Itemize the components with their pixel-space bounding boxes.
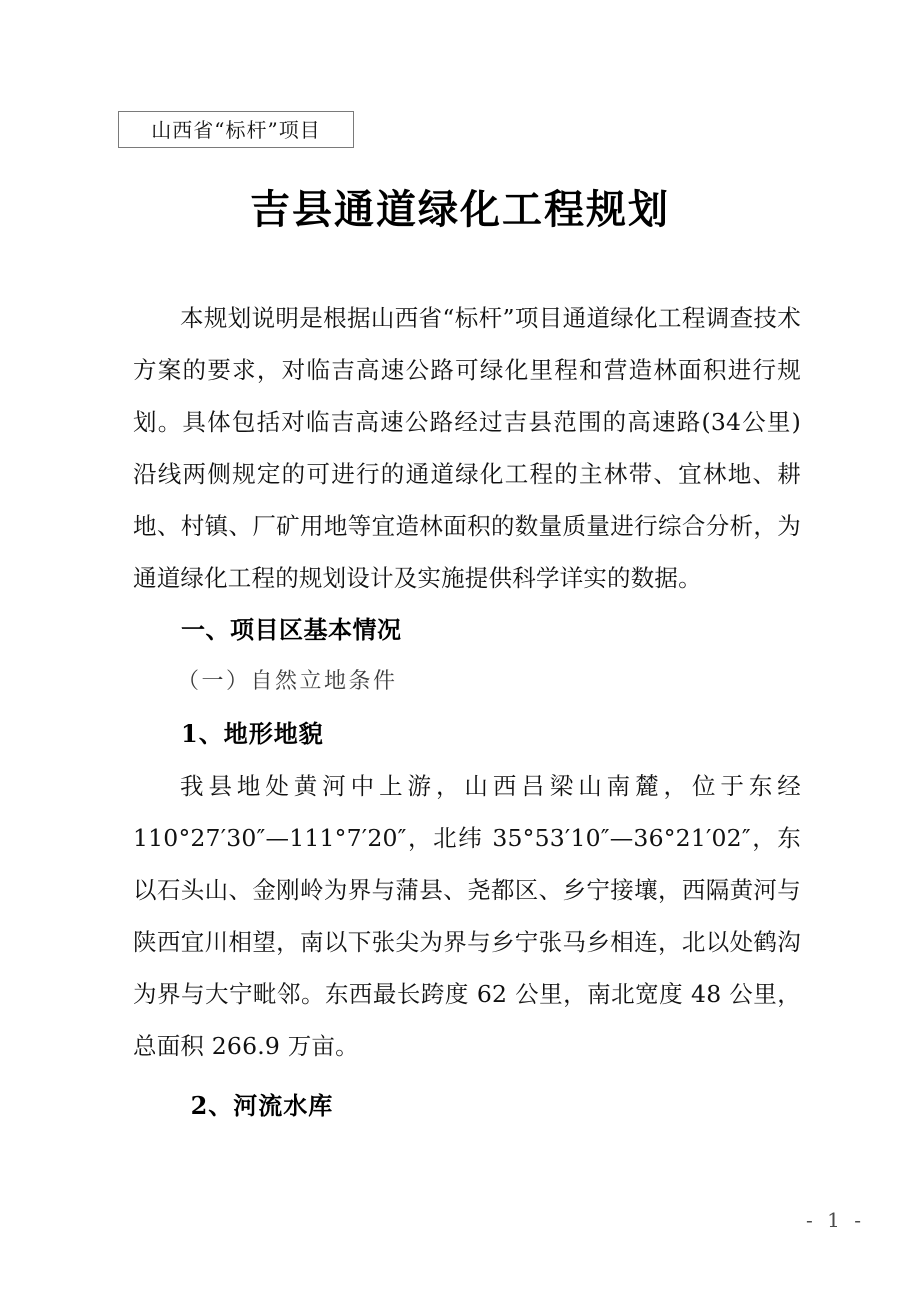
- subsection-heading-1-1: （一）自然立地条件: [177, 669, 398, 694]
- project-stamp-box: [118, 111, 354, 148]
- section-heading-1: 一、项目区基本情况: [181, 616, 402, 644]
- intro-paragraph: 本规划说明是根据山西省“标杆”项目通道绿化工程调查技术方案的要求，对临吉高速公路可绿化里程和营造林面积进行规划。具体包括对临吉高速公路经过吉县范围的高速路(34公里) 沿线两侧规定的可进行的通道绿化工程的主林带、宜林地、耕地、村镇、厂矿用地等宜造林面积的数量质量进行综合分析，为通道绿化工程的规划设计及实施提供科学详实的数据。: [133, 304, 801, 592]
- project-stamp-label: 山西省“标杆”项目: [151, 117, 321, 142]
- item-heading-2-rivers: 2、河流水库: [190, 1091, 334, 1120]
- document-body: [133, 292, 801, 1132]
- paragraph-spacer: [133, 1072, 801, 1080]
- page-number-footer: - 1 -: [806, 1208, 865, 1232]
- page-title: 吉县通道绿化工程规划: [250, 187, 670, 233]
- item-heading-1-terrain: 1、地形地貌: [181, 719, 324, 748]
- terrain-paragraph: 我县地处黄河中上游，山西吕梁山南麓，位于东经 110°27′30″—111°7′20″，北纬 35°53′10″—36°21′02″，东以石头山、金刚岭为界与蒲县、尧都区、乡宁接壤，西隔黄河与陕西宜川相望，南以下张尖为界与乡宁张马乡相连，北以处鹤沟为界与大宁毗邻。东西最长跨度 62 公里，南北宽度 48 公里，总面积 266.9 万亩。: [133, 772, 801, 1060]
